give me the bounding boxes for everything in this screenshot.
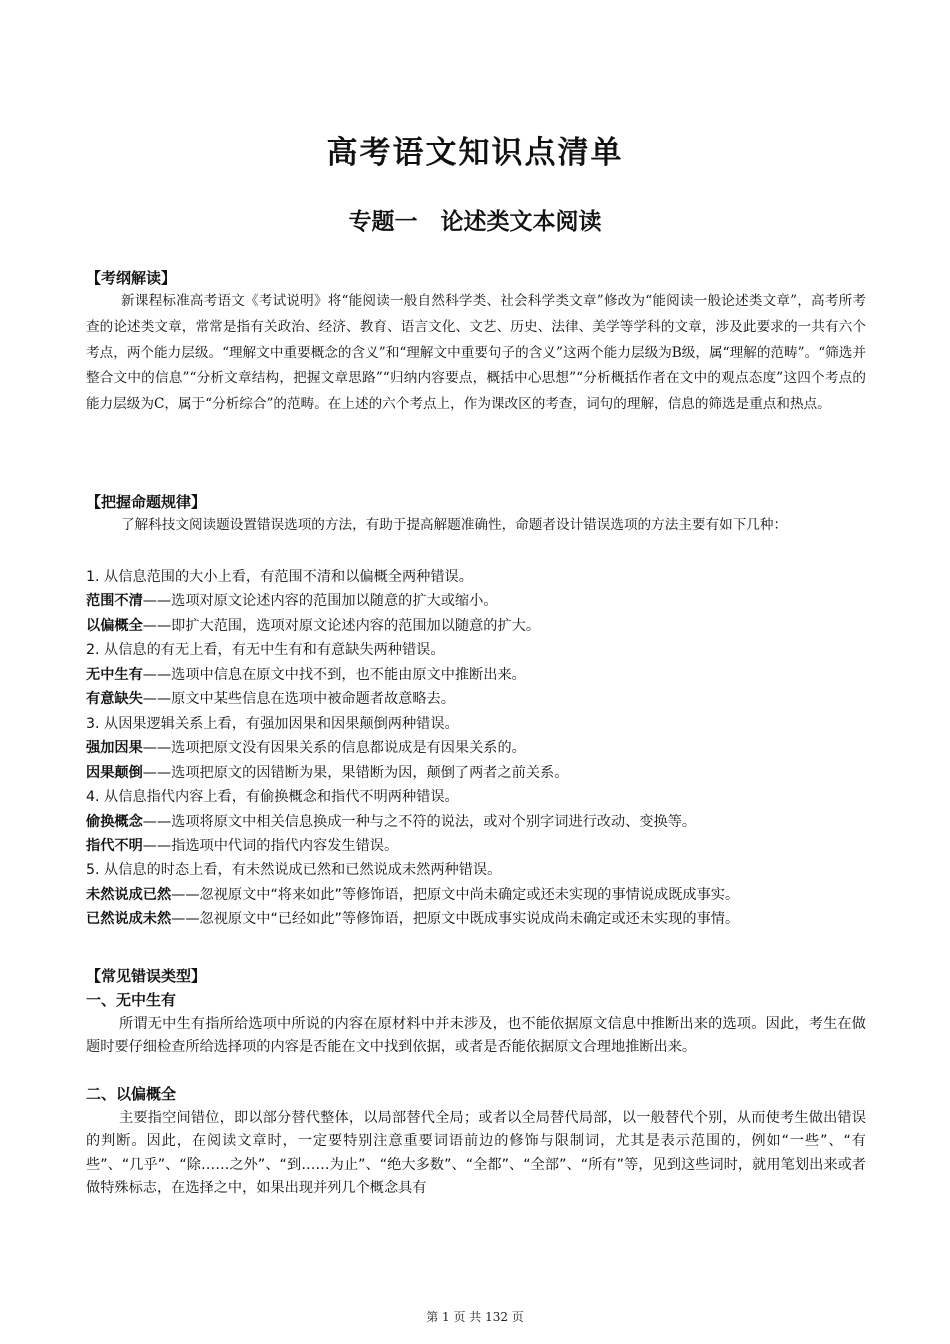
subheading-fabrication: 一、无中生有 (86, 991, 177, 1009)
rule-term: 以偏概全 (86, 617, 143, 634)
rule-text: ——选项对原文论述内容的范围加以随意的扩大或缩小。 (142, 593, 498, 610)
rule-text: ——忽视原文中“已经如此”等修饰语，把原文中既成事实说成尚未确定或还未实现的事情。 (171, 911, 740, 928)
rule-term: 未然说成已然 (86, 886, 172, 903)
rule-text: ——指选项中代词的指代内容发生错误。 (142, 837, 399, 854)
rule-definition-line (86, 687, 876, 711)
rule-definition-line (86, 834, 876, 858)
rule-definition-line (86, 907, 876, 931)
rule-text: ——选项中信息在原文中找不到，也不能由原文中推断出来。 (142, 666, 526, 683)
rule-text: 1. 从信息范围的大小上看，有范围不清和以偏概全两种错误。 (86, 569, 473, 585)
exam-outline-paragraph: 新课程标准高考语文《考试说明》将“能阅读一般自然科学类、社会科学类文章”修改为“能阅读一般论述类文章”，高考所考查的论述类文章，常常是指有关政治、经济、教育、语言文化、文艺、历史、法律、美学等学科的文章，涉及此要求的一共有六个考点，两个能力层级。“理解文中重要概念的含义”和“理解文中重要句子的含义”这两个能力层级为B级，属“理解的范畴”。“筛选并整合文中的信息”“分析文章结构，把握文章思路”“归纳内容要点，概括中心思想”“分析概括作者在文中的观点态度”这四个考点的能力层级为C，属于“分析综合”的范畴。在上述的六个考点上，作为课改区的考查，词句的理解，信息的筛选是重点和热点。 (86, 293, 866, 413)
document-title: 高考语文知识点清单 (326, 135, 624, 171)
fabrication-paragraph: 所谓无中生有指所给选项中所说的内容在原材料中并未涉及，也不能依据原文信息中推断出来的选项。因此，考生在做题时要仔细检查所给选择项的内容是否能在文中找到依据，或者是否能依据原文合理地推断出来。 (86, 1016, 866, 1056)
rule-text: 3. 从因果逻辑关系上看，有强加因果和因果颠倒两种错误。 (86, 715, 459, 732)
rule-definition-line (86, 761, 876, 785)
rule-definition-line (86, 810, 876, 834)
rule-category-line (86, 785, 876, 809)
rule-term: 已然说成未然 (86, 911, 172, 928)
rule-term: 强加因果 (86, 740, 143, 757)
rule-text: 4. 从信息指代内容上看，有偷换概念和指代不明两种错误。 (86, 789, 459, 806)
question-rules-intro: 了解科技文阅读题设置错误选项的方法，有助于提高解题准确性，命题者设计错误选项的方法主要有如下几种： (121, 517, 788, 533)
rule-term: 范围不清 (86, 593, 143, 610)
rule-text: ——即扩大范围，选项对原文论述内容的范围加以随意的扩大。 (142, 617, 541, 634)
section-heading-question-rules: 【把握命题规律】 (86, 493, 207, 511)
rule-definition-line (86, 614, 876, 638)
rule-category-line (86, 638, 876, 662)
rule-category-line (86, 565, 876, 589)
rule-text: 5. 从信息的时态上看，有未然说成已然和已然说成未然两种错误。 (86, 862, 502, 879)
rule-text: ——选项把原文的因错断为果，果错断为因，颠倒了两者之前关系。 (142, 764, 569, 781)
rule-definition-line (86, 663, 876, 687)
rule-term: 有意缺失 (86, 691, 143, 708)
rule-definition-line (86, 736, 876, 760)
rule-category-line (86, 858, 876, 882)
page-footer: 第 1 页 共 132 页 (426, 1310, 524, 1324)
rule-text: ——忽视原文中“将来如此”等修饰语，把原文中尚未确定或还未实现的事情说成既成事实。 (171, 886, 740, 903)
subheading-overgeneralization: 二、以偏概全 (86, 1085, 177, 1103)
overgeneralization-paragraph: 主要指空间错位，即以部分替代整体，以局部替代全局；或者以全局替代局部，以一般替代个别，从而使考生做出错误的判断。因此，在阅读文章时，一定要特别注意重要词语前边的修饰与限制词，尤其是表示范围的，例如“一些”、“有些”、“几乎”、“除……之外”、“到……为止”、“绝大多数”、“全都”、“全部”、“所有”等，见到这些词时，就用笔划出来或者做特殊标志，在选择之中，如果出现并列几个概念具有 (86, 1110, 866, 1197)
rule-term: 因果颠倒 (86, 764, 143, 781)
rule-term: 无中生有 (86, 666, 143, 683)
rule-text: ——选项将原文中相关信息换成一种与之不符的说法，或对个别字词进行改动、变换等。 (142, 813, 697, 830)
document-subtitle: 专题一 论述类文本阅读 (348, 208, 602, 235)
rule-text: ——选项把原文没有因果关系的信息都说成是有因果关系的。 (142, 740, 526, 757)
rule-term: 偷换概念 (86, 813, 143, 830)
rule-definition-line (86, 589, 876, 613)
error-rules-list (86, 565, 876, 932)
rule-definition-line (86, 883, 876, 907)
rule-text: 2. 从信息的有无上看，有无中生有和有意缺失两种错误。 (86, 642, 445, 659)
section-heading-error-types: 【常见错误类型】 (86, 967, 207, 985)
rule-text: ——原文中某些信息在选项中被命题者故意略去。 (142, 691, 455, 708)
rule-category-line (86, 712, 876, 736)
rule-term: 指代不明 (86, 837, 143, 854)
section-heading-exam-outline: 【考纲解读】 (86, 269, 177, 287)
